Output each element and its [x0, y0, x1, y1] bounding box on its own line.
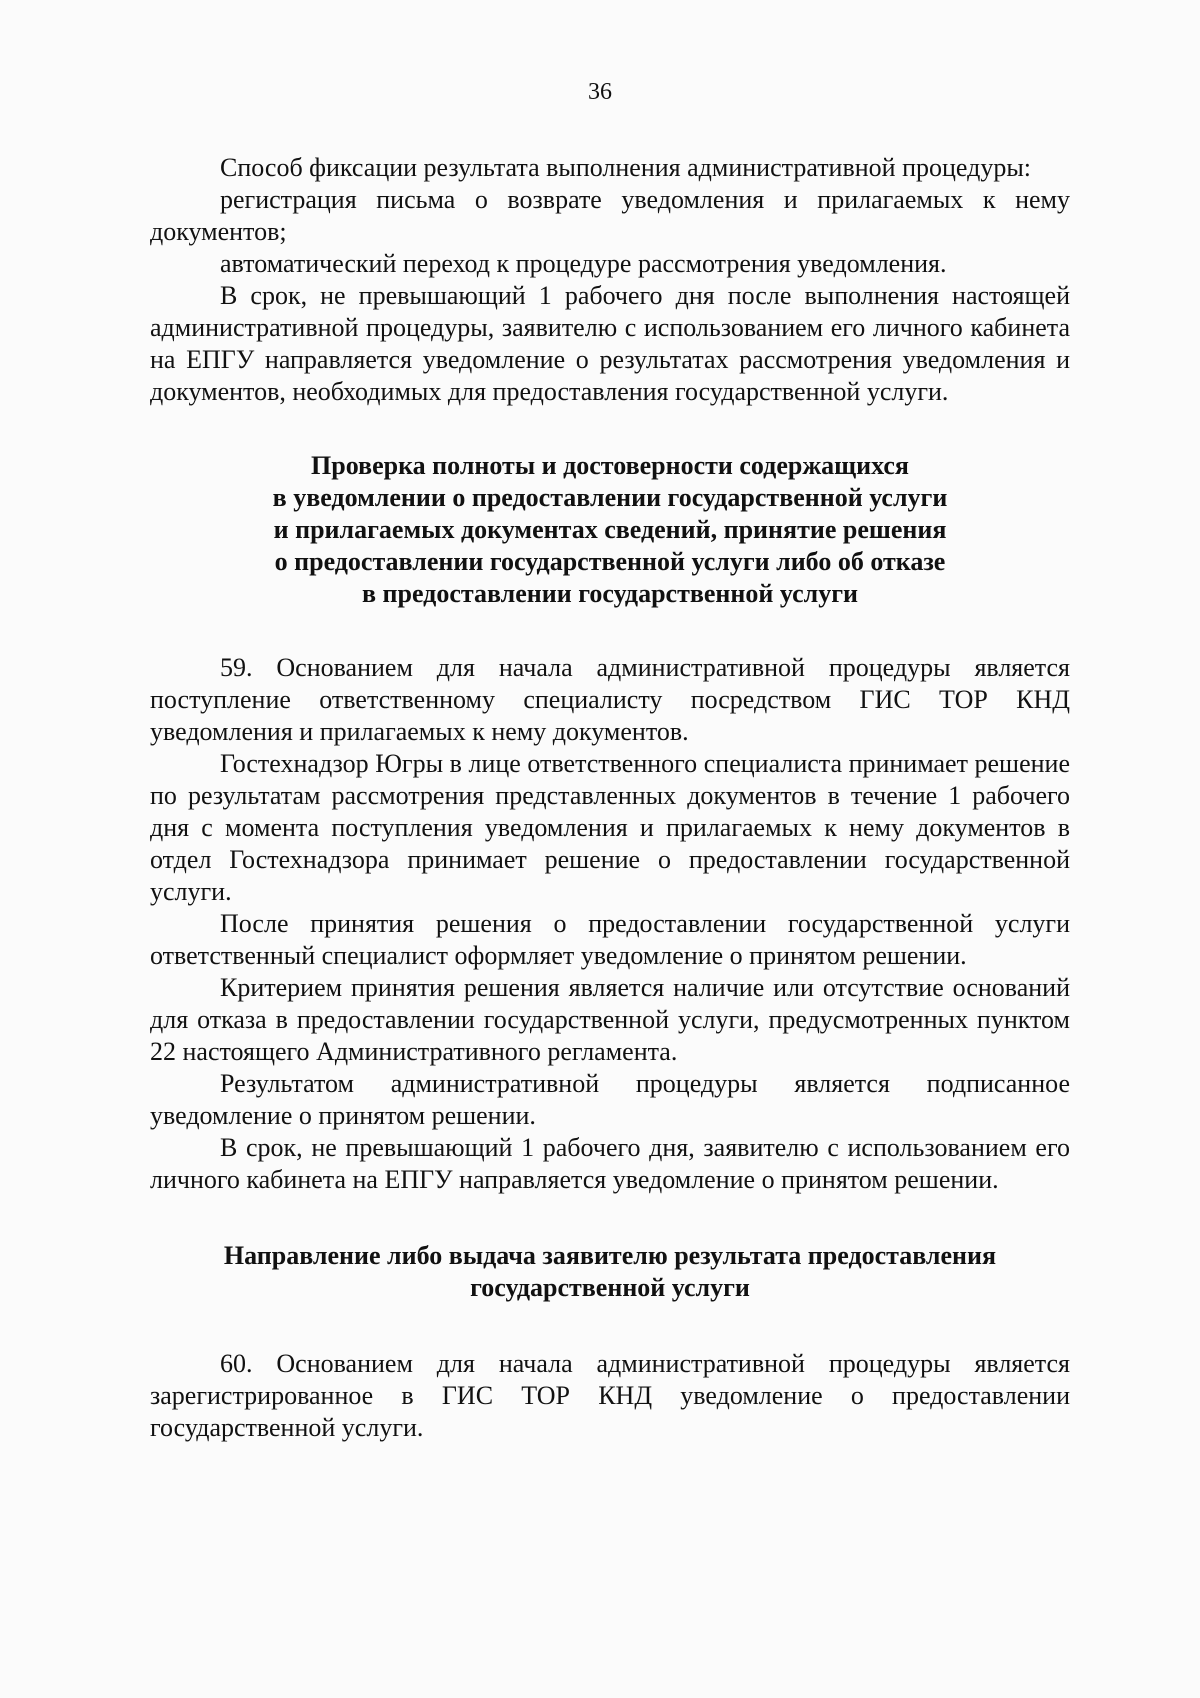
- result-paragraph: Результатом административной процедуры является подписанное уведомление о принятом решении.: [150, 1069, 1070, 1130]
- heading-line-4: о предоставлении государственной услуги либо об отказе: [274, 547, 946, 576]
- clause-59: 59. Основанием для начала административной процедуры является поступление ответственному специалисту посредством ГИС ТОР КНД уведомления и прилагаемых к нему документов.: [150, 653, 1070, 746]
- intro-paragraph-4: В срок, не превышающий 1 рабочего дня после выполнения настоящей административной процедуры, заявителю с использованием его личного кабинета на ЕПГУ направляется уведомление о результатах рассмотрения уведомления и документов, необходимых для предоставления государственной услуги.: [150, 281, 1070, 406]
- notice-paragraph: После принятия решения о предоставлении государственной услуги ответственный специалист оформляет уведомление о принятом решении.: [150, 909, 1070, 970]
- heading-line-2: в уведомлении о предоставлении государственной услуги: [272, 483, 948, 512]
- criterion-paragraph: Критерием принятия решения является наличие или отсутствие оснований для отказа в предоставлении государственной услуги, предусмотренных пунктом 22 настоящего Административного регламента.: [150, 973, 1070, 1066]
- delivery-heading-line-1: Направление либо выдача заявителю результата предоставления: [223, 1241, 997, 1270]
- decision-paragraph: Гостехнадзор Югры в лице ответственного специалиста принимает решение по результатам рассмотрения представленных документов в течение 1 рабочего дня с момента поступления уведомления и прилагаемых к нему документов в отдел Гостехнадзора принимает решение о предоставлении государственной услуги.: [150, 749, 1070, 906]
- deadline-paragraph: В срок, не превышающий 1 рабочего дня, заявителю с использованием его личного кабинета на ЕПГУ направляется уведомление о принятом решении.: [150, 1133, 1070, 1194]
- intro-paragraph-1: Способ фиксации результата выполнения административной процедуры:: [220, 153, 1032, 182]
- section-verification-body: [150, 652, 1070, 1196]
- heading-line-5: в предоставлении государственной услуги: [361, 579, 858, 608]
- section-delivery-body: [150, 1348, 1070, 1444]
- section-heading-verification: [150, 450, 1070, 610]
- intro-paragraph-3: автоматический переход к процедуре рассмотрения уведомления.: [220, 249, 947, 278]
- delivery-heading-line-2: государственной услуги: [470, 1273, 750, 1302]
- clause-60: 60. Основанием для начала административной процедуры является зарегистрированное в ГИС ТОР КНД уведомление о предоставлении государственной услуги.: [150, 1349, 1070, 1442]
- intro-paragraph-2: регистрация письма о возврате уведомления и прилагаемых к нему документов;: [150, 185, 1070, 246]
- document-body: [150, 150, 1070, 1444]
- heading-line-1: Проверка полноты и достоверности содержащихся: [311, 451, 909, 480]
- page-number: 36: [588, 79, 612, 105]
- heading-line-3: и прилагаемых документах сведений, принятие решения: [273, 515, 947, 544]
- intro-block: [150, 152, 1070, 408]
- section-heading-delivery: [150, 1240, 1070, 1304]
